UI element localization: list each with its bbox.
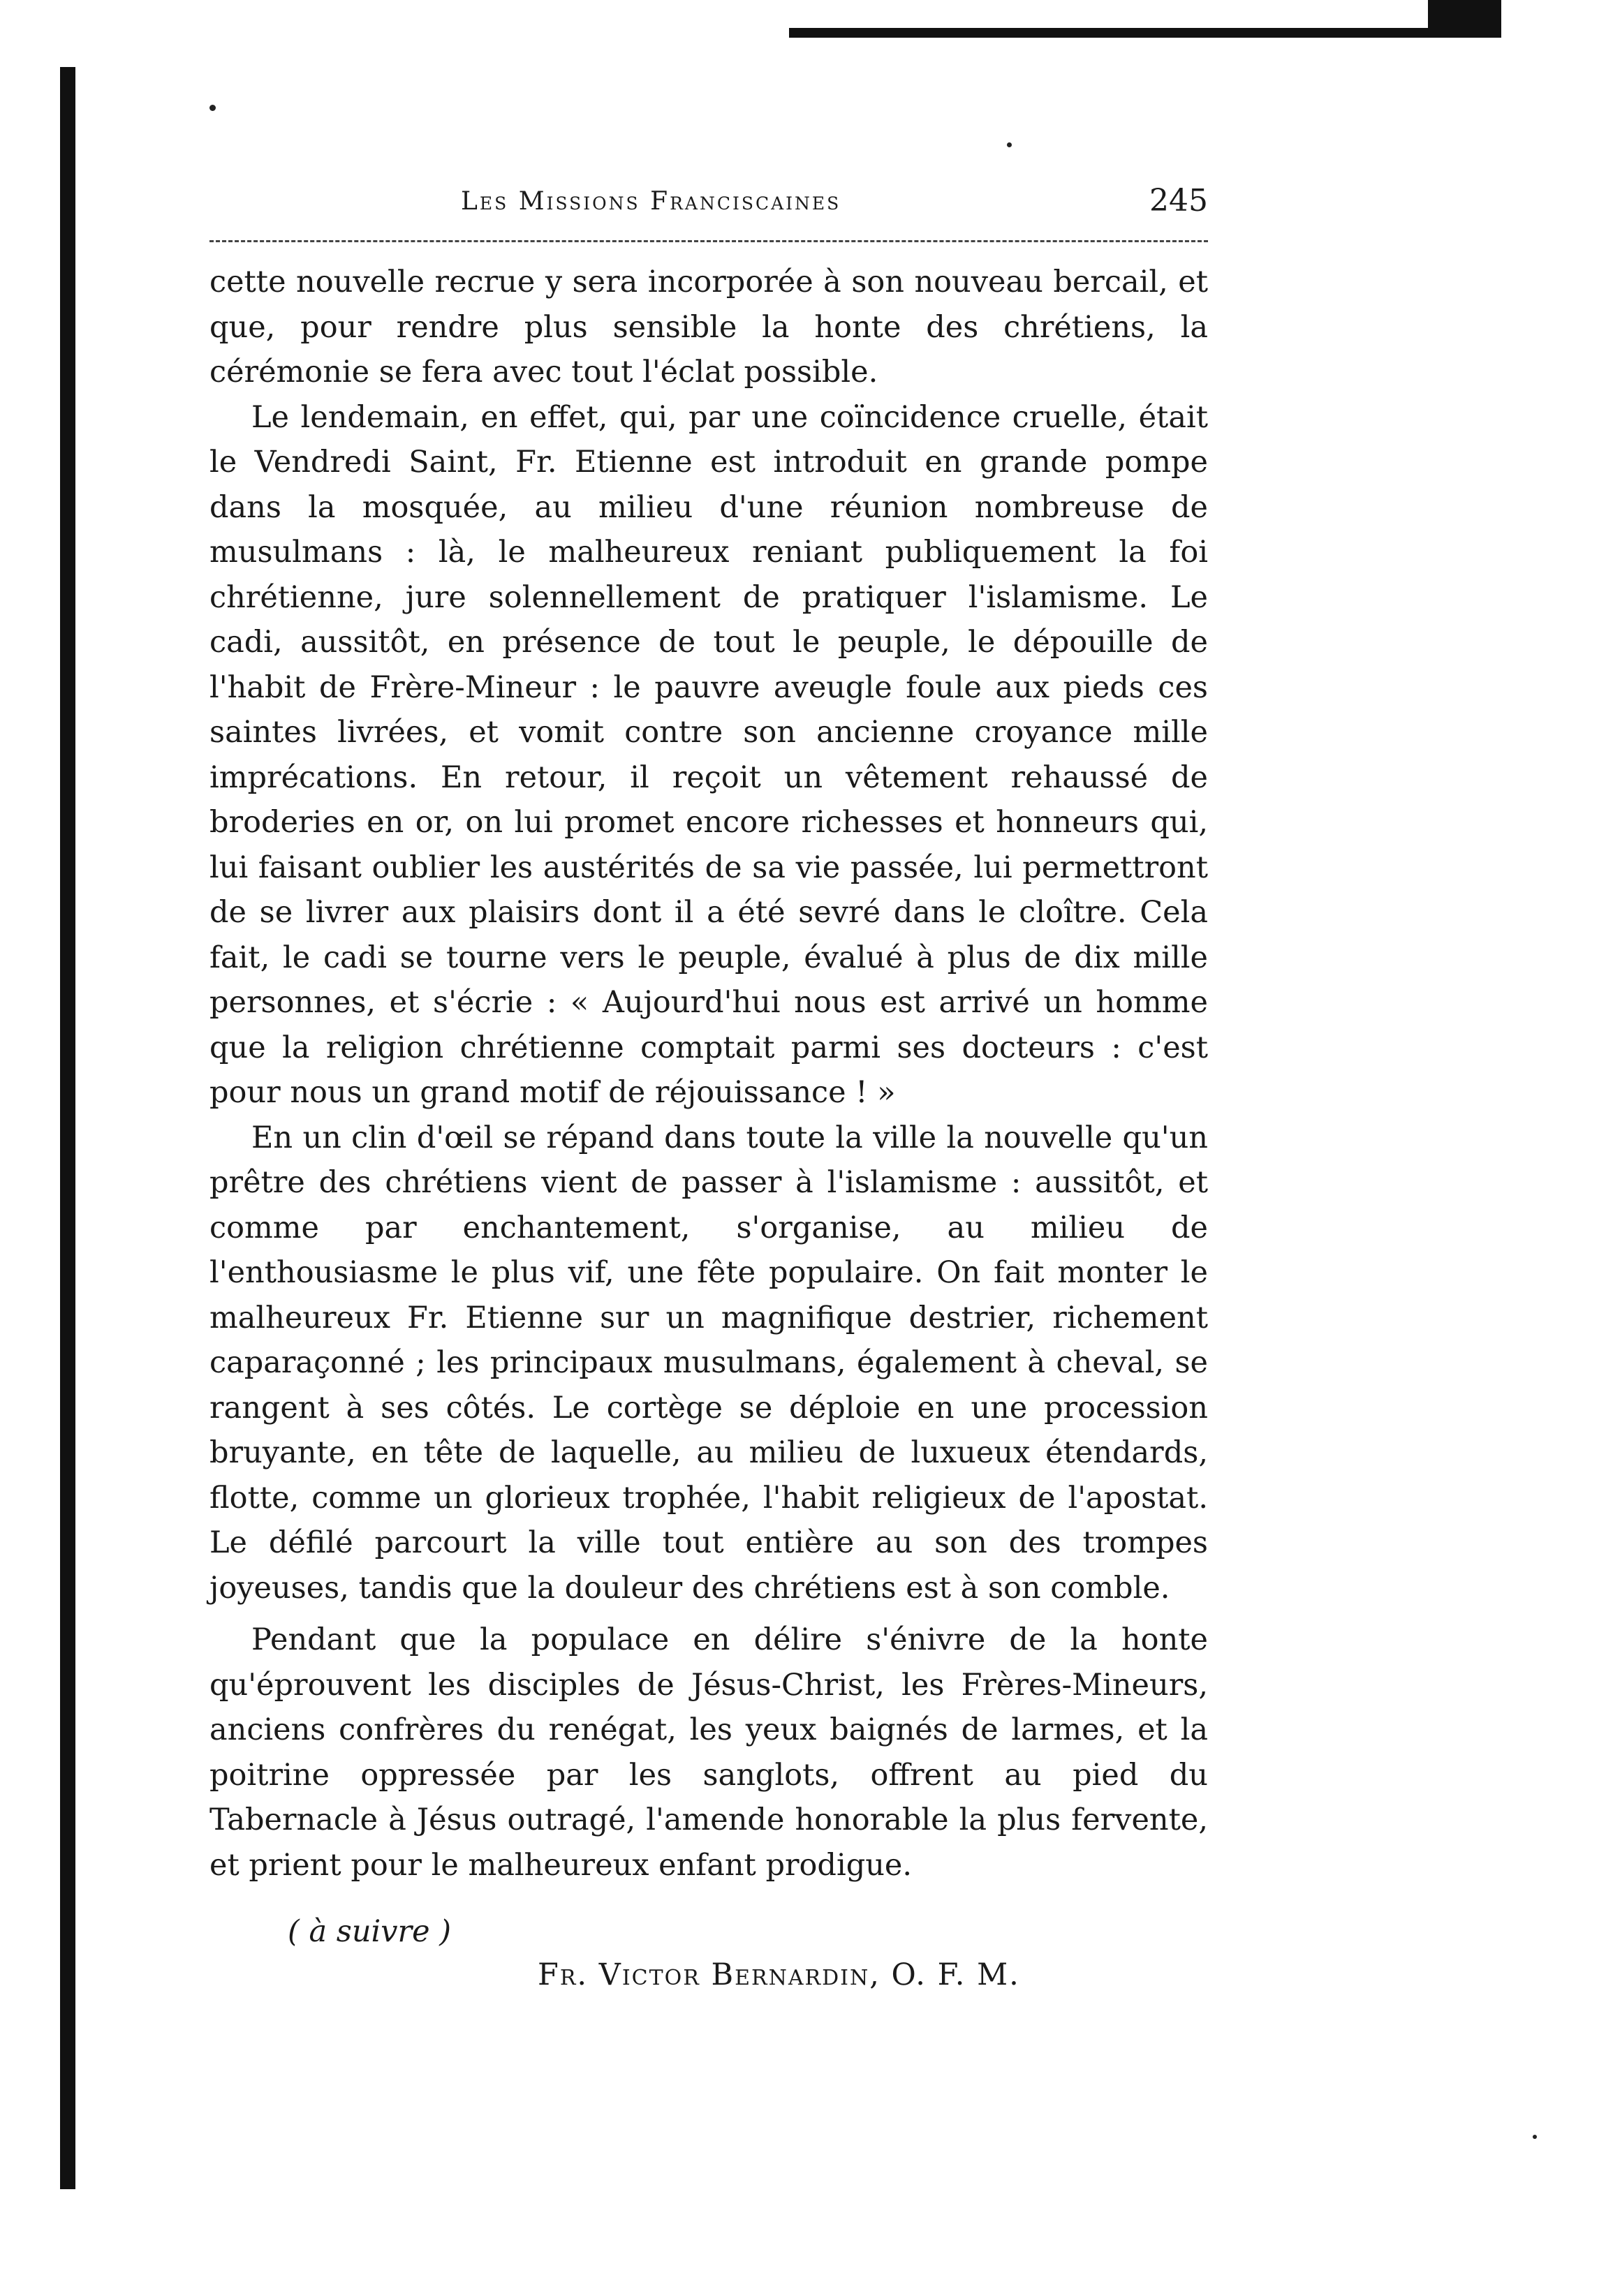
page-number: 245 <box>1149 183 1208 219</box>
header-rule <box>209 240 1208 242</box>
author-signature: Fr. Victor Bernardin, O. F. M. <box>538 1957 1020 1992</box>
paragraph: cette nouvelle recrue y sera incorporée à son nouveau bercail, et que, pour rendre plus sensible la honte des chrétiens, la cérémonie se fera avec tout l'éclat possible. <box>209 265 1208 390</box>
scan-edge-left <box>60 67 75 2189</box>
scan-speck <box>1007 142 1012 147</box>
scan-edge-top <box>789 0 1501 38</box>
running-title: Les Missions Franciscaines <box>461 187 841 216</box>
scan-speck <box>1533 2135 1537 2139</box>
body-text <box>209 260 1208 1888</box>
paragraph: Le lendemain, en effet, qui, par une coïncidence cruelle, était le Vendredi Saint, Fr. Etienne est introduit en grande pompe dans la mosquée, au milieu d'une réunion nombreuse de musulmans : là, le malheureux reniant publiquement la foi chrétienne, jure solennellement de pratiquer l'islamisme. Le cadi, aussitôt, en présence de tout le peuple, le dépouille de l'habit de Frère-Mineur : le pauvre aveugle foule aux pieds ces saintes livrées, et vomit contre son ancienne croyance mille imprécations. En retour, il reçoit un vêtement rehaussé de broderies en or, on lui promet encore richesses et honneurs qui, lui faisant oublier les austérités de sa vie passée, lui permettront de se livrer aux plaisirs dont il a été sevré dans le cloître. Cela fait, le cadi se tourne vers le peuple, évalué à plus de dix mille personnes, et s'écrie : « Aujourd'hui nous est arrivé un homme que la religion chrétienne comptait parmi ses docteurs : c'est pour nous un grand motif de réjouissance ! » <box>209 399 1208 1110</box>
scan-edge-top-corner <box>1428 0 1501 38</box>
page-header <box>209 183 1208 229</box>
continuation-note: ( à suivre ) <box>288 1914 452 1949</box>
paragraph: En un clin d'œil se répand dans toute la ville la nouvelle qu'un prêtre des chrétiens vient de passer à l'islamisme : aussitôt, et comme par enchantement, s'organise, au milieu de l'enthousiasme le plus vif, une fête populaire. On fait monter le malheureux Fr. Etienne sur un magnifique destrier, richement caparaçonné ; les principaux musulmans, également à cheval, se rangent à ses côtés. Le cortège se déploie en une procession bruyante, en tête de laquelle, au milieu de luxueux étendards, flotte, comme un glorieux trophée, l'habit religieux de l'apostat. Le défilé parcourt la ville tout entière au son des trompes joyeuses, tandis que la douleur des chrétiens est à son comble. <box>209 1120 1208 1606</box>
scan-speck <box>209 105 216 111</box>
paragraph: Pendant que la populace en délire s'énivre de la honte qu'éprouvent les disciples de Jésus-Christ, les Frères-Mineurs, anciens confrères du renégat, les yeux baignés de larmes, et la poitrine oppressée par les sanglots, offrent au pied du Tabernacle à Jésus outragé, l'amende honorable la plus fervente, et prient pour le malheureux enfant prodigue. <box>209 1622 1208 1883</box>
